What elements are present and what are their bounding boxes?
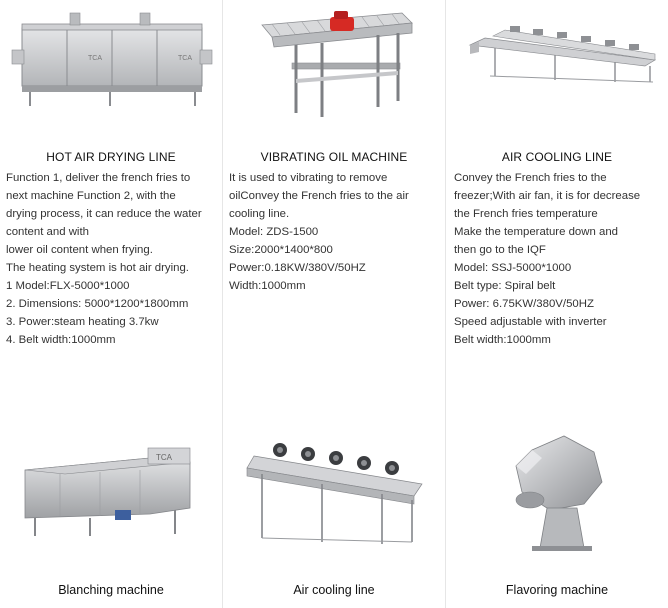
vibrating-oil-machine-image bbox=[252, 5, 417, 120]
description-line: Belt type: Spiral belt bbox=[454, 280, 556, 292]
description-line: Belt width:1000mm bbox=[454, 334, 551, 346]
description-line: It is used to vibrating to remove bbox=[229, 172, 388, 184]
product-title: VIBRATING OIL MACHINE bbox=[260, 150, 408, 164]
description-line: Speed adjustable with inverter bbox=[454, 316, 607, 328]
column-divider bbox=[445, 0, 446, 608]
description-line: freezer;With air fan, it is for decrease bbox=[454, 190, 641, 202]
product-caption: Flavoring machine bbox=[505, 583, 609, 597]
description-line: content and with bbox=[6, 226, 89, 238]
description-line: Size:2000*1400*800 bbox=[229, 244, 333, 256]
hot-air-drying-line-image bbox=[10, 10, 215, 110]
description-line: 1 Model:FLX-5000*1000 bbox=[6, 280, 130, 292]
description-line: Function 1, deliver the french fries to bbox=[6, 172, 191, 184]
product-title: HOT AIR DRYING LINE bbox=[46, 150, 176, 164]
air-cooling-line-image bbox=[465, 20, 660, 85]
description-line: Model: SSJ-5000*1000 bbox=[454, 262, 572, 274]
description-line: Convey the French fries to the bbox=[454, 172, 607, 184]
blanching-machine-image bbox=[20, 440, 200, 540]
description-line: 2. Dimensions: 5000*1200*1800mm bbox=[6, 298, 189, 310]
flavoring-machine-image bbox=[502, 430, 612, 555]
product-description bbox=[6, 169, 220, 349]
product-description bbox=[229, 169, 443, 295]
air-cooling-fans-image bbox=[242, 438, 432, 548]
description-line: Power:0.18KW/380V/50HZ bbox=[229, 262, 366, 274]
product-caption: Air cooling line bbox=[293, 583, 375, 597]
description-line: 4. Belt width:1000mm bbox=[6, 334, 116, 346]
description-line: Make the temperature down and bbox=[454, 226, 618, 238]
product-title: AIR COOLING LINE bbox=[501, 150, 613, 164]
brand-mark: TCA bbox=[178, 55, 192, 62]
description-line: 3. Power:steam heating 3.7kw bbox=[6, 316, 159, 328]
description-line: Width:1000mm bbox=[229, 280, 306, 292]
brand-mark: TCA bbox=[156, 453, 172, 462]
product-caption: Blanching machine bbox=[58, 583, 164, 597]
description-line: then go to the IQF bbox=[454, 244, 546, 256]
column-divider bbox=[222, 0, 223, 608]
description-line: drying process, it can reduce the water bbox=[6, 208, 202, 220]
description-line: the French fries temperature bbox=[454, 208, 598, 220]
product-description bbox=[454, 169, 666, 349]
description-line: Power: 6.75KW/380V/50HZ bbox=[454, 298, 594, 310]
description-line: cooling line. bbox=[229, 208, 290, 220]
description-line: lower oil content when frying. bbox=[6, 244, 153, 256]
brand-mark: TCA bbox=[88, 55, 102, 62]
description-line: Model: ZDS-1500 bbox=[229, 226, 319, 238]
description-line: next machine Function 2, with the bbox=[6, 190, 176, 202]
description-line: The heating system is hot air drying. bbox=[6, 262, 189, 274]
description-line: oilConvey the French fries to the air bbox=[229, 190, 409, 202]
